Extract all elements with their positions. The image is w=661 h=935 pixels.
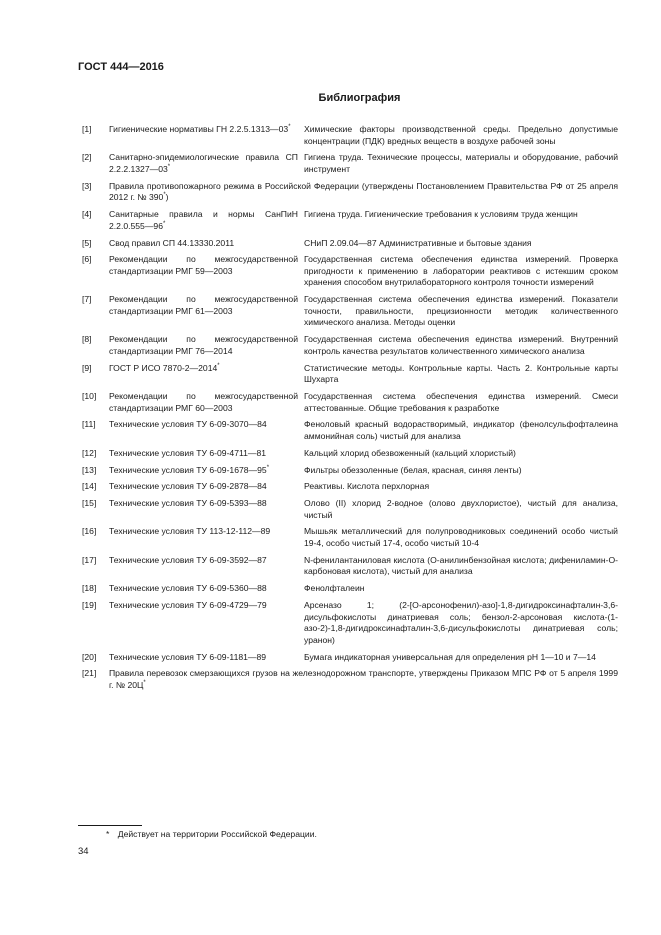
entry-document — [109, 294, 304, 329]
bibliography-entry — [82, 465, 618, 477]
footnote-mark: * — [106, 829, 110, 839]
entry-document — [109, 254, 304, 289]
document-header: ГОСТ 444—2016 — [78, 61, 164, 73]
entry-title: Государственная система обеспечения единства измерений. Смеси аттестованные. Общие требования к разработке — [304, 390, 618, 413]
entry-text-end: ) — [165, 192, 169, 203]
entry-document — [109, 419, 304, 442]
entry-document — [109, 652, 304, 664]
entry-number: [15] — [82, 498, 97, 509]
entry-document-text: Рекомендации по межгосударственной стандартизации РМГ 76—2014 — [109, 334, 298, 356]
entry-document-text: Гигиенические нормативы ГН 2.2.5.1313—03 — [109, 124, 289, 134]
entry-title: Химические факторы производственной среды. Предельно допустимые концентрации (ПДК) вредных веществ в воздухе рабочей зоны — [304, 124, 618, 146]
footnote-divider — [78, 825, 142, 826]
entry-number: [21] — [82, 668, 97, 679]
entry-number: [3] — [82, 180, 92, 191]
entry-document — [109, 152, 304, 175]
entry-number: [13] — [82, 464, 97, 475]
entry-title: Феноловый красный водорастворимый, индикатор (фенолсульфофталеина аммонийная соль) чистый для анализа — [304, 419, 618, 441]
entry-number: [17] — [82, 554, 97, 565]
entry-title: СНиП 2.09.04—87 Административные и бытовые здания — [304, 237, 532, 248]
bibliography-entry — [82, 294, 618, 329]
entry-number: [6] — [82, 254, 92, 265]
entry-title: Реактивы. Кислота перхлорная — [304, 481, 430, 492]
bibliography-entry — [82, 391, 618, 414]
footnote-text: Действует на территории Российской Федерации. — [117, 829, 317, 839]
entry-document-text: Санитарно-эпидемиологические правила СП 2.2.2.1327—03 — [109, 152, 298, 174]
section-title: Библиография — [318, 92, 401, 104]
entry-document — [109, 600, 304, 646]
entry-document-text: Технические условия ТУ 6-09-5360—88 — [109, 583, 267, 594]
entry-title: Государственная система обеспечения единства измерений. Проверка пригодности к применению в лаборатории реактивов с истекшим сроком хранения способом внутрилабораторного контроля точности измерений — [304, 254, 618, 288]
entry-number: [14] — [82, 481, 97, 492]
entry-number: [11] — [82, 419, 96, 430]
entry-number: [9] — [82, 362, 92, 373]
entry-number: [19] — [82, 599, 97, 610]
entry-document-text: Технические условия ТУ 6-09-5393—88 — [109, 498, 267, 509]
entry-document — [109, 124, 304, 147]
entry-document — [109, 526, 304, 549]
bibliography-entry — [82, 481, 618, 493]
entry-title: Арсеназо 1; (2-[О-арсонофенил)-азо]-1,8-дигидроксинафталин-3,6-дисульфокислоты динатриевая соль; бензол-2-арсоновая кислота-(1-азо-2)-1,8-дигидроксинафталин-3,6-дисульфокислоты динатриевая соль; уранон) — [304, 599, 618, 645]
entry-document — [109, 238, 304, 250]
bibliography-entry — [82, 652, 618, 664]
bibliography-entry — [82, 238, 618, 250]
entry-number: [1] — [82, 124, 92, 134]
entry-number: [8] — [82, 334, 92, 345]
entry-document — [109, 465, 304, 477]
entry-number: [20] — [82, 651, 97, 662]
bibliography-entry — [82, 448, 618, 460]
entry-number: [5] — [82, 237, 92, 248]
entry-document-text: Технические условия ТУ 6-09-4729—79 — [109, 599, 267, 610]
bibliography-entry — [82, 209, 618, 232]
entry-number: [16] — [82, 526, 97, 537]
entry-document-text: Свод правил СП 44.13330.2011 — [109, 237, 235, 248]
bibliography-entry — [82, 583, 618, 595]
entry-document-text: Технические условия ТУ 6-09-1181—89 — [109, 651, 267, 662]
entry-document-text: Технические условия ТУ 6-09-3070—84 — [109, 419, 267, 430]
bibliography-entry — [82, 334, 618, 357]
entry-title: Гигиена труда. Гигиенические требования к условиям труда женщин — [304, 209, 578, 220]
entry-title: Государственная система обеспечения единства измерений. Показатели точности, правильности, прецизионности методик количественного химического анализа. Методы оценки — [304, 294, 618, 328]
page-number: 34 — [78, 846, 89, 857]
bibliography-entry — [82, 555, 618, 578]
entry-document — [109, 209, 304, 232]
bibliography-entry — [82, 124, 618, 147]
entry-document-text: Рекомендации по межгосударственной стандартизации РМГ 60—2003 — [109, 390, 298, 413]
entry-document-text: Рекомендации по межгосударственной стандартизации РМГ 59—2003 — [109, 254, 298, 276]
entry-number: [4] — [82, 209, 92, 220]
bibliography-entry — [82, 181, 618, 204]
entry-document — [109, 334, 304, 357]
bibliography-list — [82, 124, 618, 697]
entry-title: Статистические методы. Контрольные карты. Часть 2. Контрольные карты Шухарта — [304, 362, 618, 385]
footnote-marker: * — [143, 680, 146, 687]
entry-text-body: Правила противопожарного режима в Российской Федерации (утверждены Постановлением Правительства РФ от 25 апреля 2012 г. № 390 — [109, 180, 618, 203]
entry-title: Олово (II) хлорид 2-водное (олово двухлористое), чистый для анализа, чистый — [304, 498, 618, 520]
entry-text — [109, 668, 618, 691]
entry-number: [18] — [82, 583, 97, 594]
bibliography-entry — [82, 363, 618, 386]
entry-title: Гигиена труда. Технические процессы, материалы и оборудование, рабочий инструмент — [304, 152, 618, 174]
bibliography-entry — [82, 498, 618, 521]
entry-title: Фильтры обеззоленные (белая, красная, синяя ленты) — [304, 464, 522, 475]
entry-document — [109, 555, 304, 578]
bibliography-entry — [82, 600, 618, 646]
entry-document — [109, 448, 304, 460]
footnote-marker: * — [163, 192, 166, 199]
entry-document-text: ГОСТ Р ИСО 7870-2—2014 — [109, 362, 218, 373]
entry-document-text: Санитарные правила и нормы СанПиН 2.2.0.555—96 — [109, 209, 298, 231]
entry-document-text: Технические условия ТУ 6-09-3592—87 — [109, 554, 267, 565]
bibliography-entry — [82, 254, 618, 289]
footnote-marker: * — [288, 124, 291, 131]
bibliography-entry — [82, 668, 618, 691]
entry-number: [10] — [82, 390, 97, 401]
entry-document — [109, 391, 304, 414]
entry-document-text: Рекомендации по межгосударственной стандартизации РМГ 61—2003 — [109, 294, 298, 316]
bibliography-entry — [82, 152, 618, 175]
entry-title: N-фенилантаниловая кислота (О-анилинбензойная кислота; дифениламин-О-карбоновая кислота), чистый для анализа — [304, 554, 618, 577]
bibliography-entry — [82, 526, 618, 549]
footnote-marker: * — [163, 220, 166, 227]
footnote-marker: * — [217, 362, 220, 369]
entry-document — [109, 583, 304, 595]
entry-number: [7] — [82, 294, 92, 305]
entry-document — [109, 498, 304, 521]
entry-document — [109, 363, 304, 386]
entry-text — [109, 181, 618, 204]
footnote-marker: * — [167, 164, 171, 171]
entry-title: Фенолфталеин — [304, 583, 365, 594]
entry-text-body: Правила перевозок смерзающихся грузов на железнодорожном транспорте, утверждены Приказом МПС РФ от 5 апреля 1999 г. № 20Ц — [109, 668, 618, 690]
entry-document-text: Технические условия ТУ 6-09-4711—81 — [109, 447, 267, 458]
entry-title: Бумага индикаторная универсальная для определения pH 1—10 и 7—14 — [304, 651, 596, 662]
entry-number: [12] — [82, 447, 97, 458]
entry-document-text: Технические условия ТУ 6-09-1678—95 — [109, 464, 267, 475]
entry-document-text: Технические условия ТУ 113-12-112—89 — [109, 526, 271, 537]
entry-title: Мышьяк металлический для полупроводниковых соединений особо чистый 19-4, особо чистый 17-4, особо чистый 10-4 — [304, 526, 618, 549]
entry-document-text: Технические условия ТУ 6-09-2878—84 — [109, 481, 267, 492]
entry-number: [2] — [82, 152, 92, 163]
footnote — [106, 829, 317, 839]
entry-title: Кальций хлорид обезвоженный (кальций хлористый) — [304, 447, 516, 458]
footnote-marker: * — [266, 464, 270, 471]
entry-document — [109, 481, 304, 493]
bibliography-entry — [82, 419, 618, 442]
entry-title: Государственная система обеспечения единства измерений. Внутренний контроль качества результатов количественного химического анализа — [304, 334, 618, 356]
